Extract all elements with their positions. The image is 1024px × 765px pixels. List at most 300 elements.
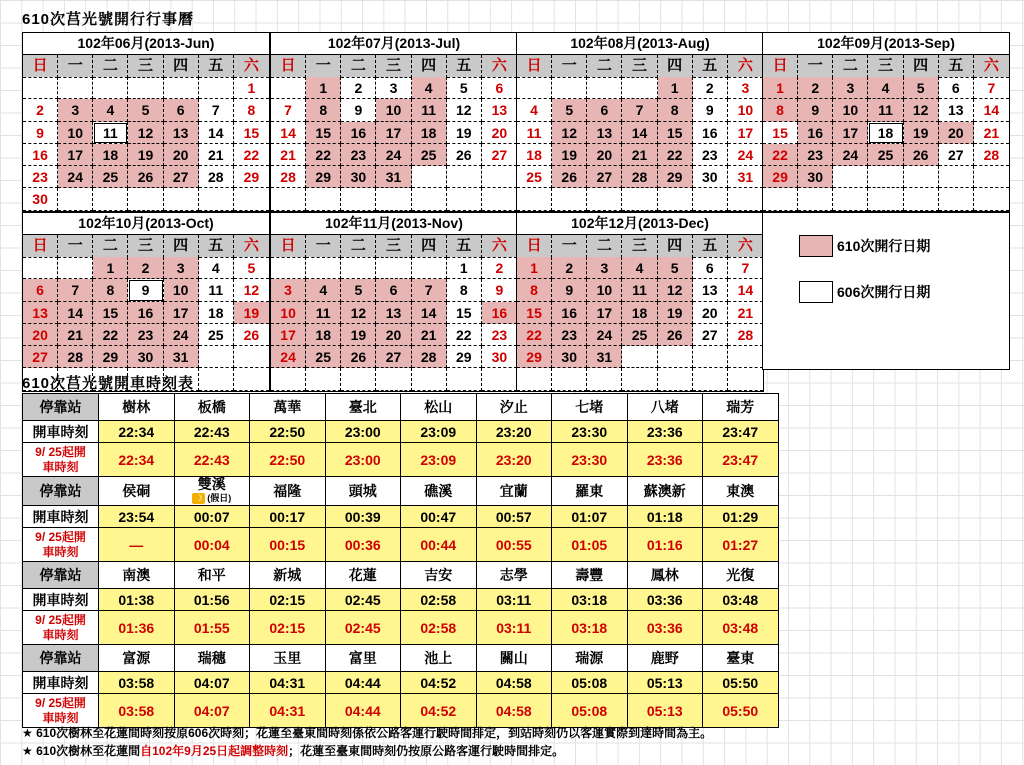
note-2-highlight: 自102年9月25日起調整時刻 xyxy=(140,744,289,758)
day-cell: 23 xyxy=(128,324,163,346)
month-calendar xyxy=(516,32,764,212)
day-cell: 5 xyxy=(447,77,482,99)
month-header: 102年11月(2013-Nov) xyxy=(271,213,517,235)
new-depart-time: 03:36 xyxy=(627,611,703,645)
new-depart-time: 04:44 xyxy=(325,694,401,728)
depart-time: 03:58 xyxy=(99,672,175,694)
day-cell: 9 xyxy=(798,99,833,121)
day-cell xyxy=(271,368,306,390)
day-cell: 5 xyxy=(904,77,939,99)
day-cell: 23 xyxy=(482,324,517,346)
day-cell xyxy=(552,188,587,210)
day-cell: 15 xyxy=(93,302,128,324)
new-depart-time: 05:08 xyxy=(552,694,628,728)
day-cell: 10 xyxy=(376,99,411,121)
day-cell: 24 xyxy=(58,166,93,188)
weekday-header: 三 xyxy=(376,235,411,258)
weekday-header: 五 xyxy=(693,235,728,258)
day-cell: 19 xyxy=(904,122,939,144)
day-cell: 24 xyxy=(376,144,411,166)
day-cell: 23 xyxy=(341,144,376,166)
new-depart-time: 22:50 xyxy=(250,443,326,477)
station-name: 鹿野 xyxy=(627,645,703,672)
note-1: ★ 610次樹林至花蓮間時刻按原606次時刻；花蓮至臺東間時刻係依公路客運行駛時間排定，到站時刻仍以客運實際到達時間為主。 xyxy=(22,726,713,740)
day-cell xyxy=(974,188,1009,210)
day-cell: 11 xyxy=(622,279,657,301)
new-depart-time: 05:13 xyxy=(627,694,703,728)
station-name: 壽豐 xyxy=(552,562,628,589)
day-cell: 27 xyxy=(376,346,411,368)
day-cell xyxy=(587,188,622,210)
weekday-header: 日 xyxy=(517,235,552,258)
day-cell: 18 xyxy=(412,122,447,144)
day-cell xyxy=(622,368,657,390)
weekday-header: 一 xyxy=(306,55,341,78)
day-cell: 16 xyxy=(798,122,833,144)
day-cell: 23 xyxy=(693,144,728,166)
weekday-header: 日 xyxy=(271,235,306,258)
day-cell: 26 xyxy=(234,324,269,346)
month-header: 102年08月(2013-Aug) xyxy=(517,33,763,55)
weekday-header: 三 xyxy=(376,55,411,78)
depart-time: 01:29 xyxy=(703,506,779,528)
day-cell: 20 xyxy=(693,302,728,324)
weekday-header: 三 xyxy=(622,235,657,258)
day-cell xyxy=(517,77,552,99)
day-cell: 4 xyxy=(412,77,447,99)
day-cell: 15 xyxy=(447,302,482,324)
day-cell: 10 xyxy=(587,279,622,301)
day-cell: 7 xyxy=(58,279,93,301)
day-cell: 6 xyxy=(23,279,58,301)
month-calendar xyxy=(22,212,270,392)
day-cell: 28 xyxy=(974,144,1009,166)
day-cell: 20 xyxy=(587,144,622,166)
day-cell: 19 xyxy=(341,324,376,346)
new-label-line1: 9/ 25起開 xyxy=(35,695,86,710)
station-name: 萬華 xyxy=(250,394,326,421)
day-cell: 16 xyxy=(23,144,58,166)
depart-time: 01:56 xyxy=(174,589,250,611)
day-cell: 28 xyxy=(58,346,93,368)
depart-time: 00:17 xyxy=(250,506,326,528)
day-cell: 22 xyxy=(234,144,269,166)
depart-row-label: 開車時刻 xyxy=(23,506,99,528)
day-cell: 14 xyxy=(271,122,306,144)
day-cell: 17 xyxy=(271,324,306,346)
new-depart-time: 01:55 xyxy=(174,611,250,645)
day-cell: 13 xyxy=(164,122,199,144)
day-cell: 16 xyxy=(552,302,587,324)
day-cell: 2 xyxy=(341,77,376,99)
day-cell: 16 xyxy=(482,302,517,324)
day-cell: 25 xyxy=(199,324,234,346)
day-cell: 8 xyxy=(93,279,128,301)
day-cell: 1 xyxy=(447,257,482,279)
day-cell: 9 xyxy=(23,122,58,144)
day-cell xyxy=(868,166,903,188)
day-cell xyxy=(271,77,306,99)
day-cell: 19 xyxy=(552,144,587,166)
new-time-row xyxy=(23,443,779,477)
day-cell: 24 xyxy=(587,324,622,346)
day-cell: 7 xyxy=(271,99,306,121)
day-cell xyxy=(306,257,341,279)
day-cell: 14 xyxy=(728,279,763,301)
station-name: 侯硐 xyxy=(99,477,175,506)
day-cell: 29 xyxy=(234,166,269,188)
day-cell: 19 xyxy=(234,302,269,324)
day-cell: 17 xyxy=(164,302,199,324)
weekday-header: 六 xyxy=(482,55,517,78)
depart-time: 00:47 xyxy=(401,506,477,528)
weekday-header: 三 xyxy=(128,55,163,78)
depart-time: 23:36 xyxy=(627,421,703,443)
day-cell: 18 xyxy=(622,302,657,324)
depart-time: 04:44 xyxy=(325,672,401,694)
day-cell: 22 xyxy=(517,324,552,346)
day-cell: 3 xyxy=(58,99,93,121)
day-cell: 2 xyxy=(128,257,163,279)
new-label-line2: 車時刻 xyxy=(42,710,79,725)
day-cell xyxy=(939,166,974,188)
weekday-header: 二 xyxy=(341,55,376,78)
new-time-row-label xyxy=(23,443,99,477)
new-depart-time: 05:50 xyxy=(703,694,779,728)
day-cell: 15 xyxy=(234,122,269,144)
new-depart-time: 00:04 xyxy=(174,528,250,562)
station-name: 新城 xyxy=(250,562,326,589)
day-cell xyxy=(904,166,939,188)
day-cell xyxy=(658,346,693,368)
day-cell: 30 xyxy=(341,166,376,188)
station-name: 福隆 xyxy=(250,477,326,506)
depart-time: 03:18 xyxy=(552,589,628,611)
depart-time: 23:30 xyxy=(552,421,628,443)
day-cell: 12 xyxy=(128,122,163,144)
day-cell: 20 xyxy=(939,122,974,144)
holiday-note: (假日) xyxy=(207,493,232,503)
day-cell xyxy=(199,368,234,390)
day-cell: 11 xyxy=(412,99,447,121)
legend-606 xyxy=(799,281,930,303)
depart-time: 05:50 xyxy=(703,672,779,694)
day-cell: 2 xyxy=(482,257,517,279)
day-cell xyxy=(199,188,234,210)
day-cell xyxy=(517,188,552,210)
new-depart-time: 00:15 xyxy=(250,528,326,562)
legend-white-swatch xyxy=(799,281,833,303)
station-name: 板橋 xyxy=(174,394,250,421)
day-cell: 31 xyxy=(587,346,622,368)
depart-row-label: 開車時刻 xyxy=(23,672,99,694)
day-cell: 1 xyxy=(658,77,693,99)
day-cell: 7 xyxy=(412,279,447,301)
new-depart-time: 02:15 xyxy=(250,611,326,645)
weekday-header: 日 xyxy=(23,55,58,78)
new-depart-time: — xyxy=(99,528,175,562)
day-cell: 12 xyxy=(658,279,693,301)
day-cell xyxy=(763,188,798,210)
day-cell xyxy=(693,346,728,368)
station-name: 花蓮 xyxy=(325,562,401,589)
day-cell: 30 xyxy=(23,188,58,210)
new-depart-time: 00:36 xyxy=(325,528,401,562)
station-name: 臺東 xyxy=(703,645,779,672)
day-cell: 17 xyxy=(376,122,411,144)
day-cell: 25 xyxy=(622,324,657,346)
weekday-header: 五 xyxy=(693,55,728,78)
day-cell: 18 xyxy=(199,302,234,324)
holiday-note-row xyxy=(192,491,231,505)
station-name: 富里 xyxy=(325,645,401,672)
day-cell xyxy=(199,77,234,99)
day-cell: 8 xyxy=(763,99,798,121)
new-label-line2: 車時刻 xyxy=(42,459,79,474)
depart-time: 02:58 xyxy=(401,589,477,611)
day-cell: 16 xyxy=(128,302,163,324)
day-cell: 18 xyxy=(517,144,552,166)
legend-606-label: 606次開行日期 xyxy=(837,284,931,300)
weekday-header: 六 xyxy=(234,55,269,78)
day-cell: 2 xyxy=(552,257,587,279)
day-cell: 21 xyxy=(199,144,234,166)
station-label: 雙溪 xyxy=(197,476,226,492)
new-depart-time: 01:27 xyxy=(703,528,779,562)
depart-time: 01:38 xyxy=(99,589,175,611)
depart-row xyxy=(23,506,779,528)
day-cell xyxy=(376,257,411,279)
weekday-header: 六 xyxy=(728,55,763,78)
new-depart-time: 23:09 xyxy=(401,443,477,477)
day-cell xyxy=(833,188,868,210)
station-name: 志學 xyxy=(476,562,552,589)
station-row xyxy=(23,645,779,672)
day-cell: 12 xyxy=(447,99,482,121)
month-calendar xyxy=(516,212,764,392)
depart-time: 23:20 xyxy=(476,421,552,443)
day-cell: 8 xyxy=(658,99,693,121)
day-cell xyxy=(412,166,447,188)
weekday-header: 三 xyxy=(622,55,657,78)
day-cell: 26 xyxy=(341,346,376,368)
day-cell: 5 xyxy=(234,257,269,279)
day-cell: 30 xyxy=(798,166,833,188)
day-cell: 13 xyxy=(587,122,622,144)
day-cell xyxy=(447,368,482,390)
day-cell: 22 xyxy=(447,324,482,346)
depart-time: 22:34 xyxy=(99,421,175,443)
day-cell: 14 xyxy=(974,99,1009,121)
day-cell: 12 xyxy=(904,99,939,121)
day-cell: 13 xyxy=(482,99,517,121)
day-cell: 27 xyxy=(939,144,974,166)
depart-time: 23:54 xyxy=(99,506,175,528)
weekday-header: 二 xyxy=(341,235,376,258)
day-cell xyxy=(199,346,234,368)
day-cell: 27 xyxy=(587,166,622,188)
day-cell: 21 xyxy=(622,144,657,166)
day-cell: 11 xyxy=(868,99,903,121)
day-cell: 3 xyxy=(833,77,868,99)
day-cell: 27 xyxy=(482,144,517,166)
day-cell: 21 xyxy=(58,324,93,346)
station-name xyxy=(174,477,250,506)
station-name: 南澳 xyxy=(99,562,175,589)
day-cell xyxy=(341,257,376,279)
depart-time: 04:31 xyxy=(250,672,326,694)
day-cell: 18 xyxy=(306,324,341,346)
depart-time: 01:18 xyxy=(627,506,703,528)
depart-time: 00:07 xyxy=(174,506,250,528)
weekday-header: 日 xyxy=(517,55,552,78)
day-cell: 24 xyxy=(164,324,199,346)
station-name: 松山 xyxy=(401,394,477,421)
day-cell: 16 xyxy=(693,122,728,144)
day-cell: 3 xyxy=(271,279,306,301)
day-cell: 8 xyxy=(447,279,482,301)
depart-time: 23:09 xyxy=(401,421,477,443)
day-cell: 24 xyxy=(271,346,306,368)
depart-time: 02:15 xyxy=(250,589,326,611)
day-cell xyxy=(693,368,728,390)
new-label-line1: 9/ 25起開 xyxy=(35,444,86,459)
weekday-header: 五 xyxy=(939,55,974,78)
weekday-header: 五 xyxy=(447,55,482,78)
new-label-line1: 9/ 25起開 xyxy=(35,612,86,627)
new-depart-time: 04:58 xyxy=(476,694,552,728)
day-cell: 5 xyxy=(552,99,587,121)
day-cell: 14 xyxy=(412,302,447,324)
day-cell xyxy=(482,368,517,390)
weekday-header: 二 xyxy=(93,55,128,78)
day-cell: 13 xyxy=(939,99,974,121)
day-cell: 10 xyxy=(58,122,93,144)
weekday-header: 二 xyxy=(833,55,868,78)
day-cell xyxy=(23,77,58,99)
weekday-header: 四 xyxy=(412,55,447,78)
weekday-header: 四 xyxy=(904,55,939,78)
day-cell: 25 xyxy=(868,144,903,166)
depart-time: 22:50 xyxy=(250,421,326,443)
station-with-note xyxy=(192,477,231,505)
day-cell xyxy=(58,77,93,99)
day-cell xyxy=(447,188,482,210)
day-cell: 2 xyxy=(23,99,58,121)
new-depart-time: 03:48 xyxy=(703,611,779,645)
day-cell: 12 xyxy=(552,122,587,144)
station-name: 七堵 xyxy=(552,394,628,421)
station-name: 頭城 xyxy=(325,477,401,506)
weekday-header: 四 xyxy=(658,235,693,258)
new-depart-time: 04:52 xyxy=(401,694,477,728)
depart-time: 23:00 xyxy=(325,421,401,443)
new-depart-time: 02:58 xyxy=(401,611,477,645)
day-cell: 22 xyxy=(93,324,128,346)
weekday-header: 六 xyxy=(974,55,1009,78)
new-depart-time: 01:16 xyxy=(627,528,703,562)
day-cell: 29 xyxy=(447,346,482,368)
calendar-title: 610次莒光號開行行事曆 xyxy=(22,11,195,28)
depart-time: 00:57 xyxy=(476,506,552,528)
month-header: 102年06月(2013-Jun) xyxy=(23,33,269,55)
new-label-line2: 車時刻 xyxy=(42,627,79,642)
day-cell: 7 xyxy=(199,99,234,121)
weekday-header: 一 xyxy=(58,235,93,258)
station-name: 光復 xyxy=(703,562,779,589)
moon-icon: ☽ xyxy=(192,493,205,504)
station-row xyxy=(23,394,779,421)
day-cell xyxy=(412,188,447,210)
new-time-row xyxy=(23,611,779,645)
day-cell xyxy=(658,188,693,210)
new-label-line1: 9/ 25起開 xyxy=(35,529,86,544)
day-cell: 26 xyxy=(658,324,693,346)
station-name: 吉安 xyxy=(401,562,477,589)
day-cell: 21 xyxy=(974,122,1009,144)
day-cell xyxy=(412,257,447,279)
day-cell xyxy=(58,188,93,210)
day-cell: 4 xyxy=(306,279,341,301)
day-cell xyxy=(376,368,411,390)
day-cell: 15 xyxy=(306,122,341,144)
legend-pink-swatch xyxy=(799,235,833,257)
day-cell: 17 xyxy=(587,302,622,324)
new-time-row-label xyxy=(23,694,99,728)
day-cell: 17 xyxy=(728,122,763,144)
day-cell xyxy=(622,188,657,210)
new-depart-time: 22:43 xyxy=(174,443,250,477)
day-cell: 26 xyxy=(128,166,163,188)
weekday-header: 日 xyxy=(763,55,798,78)
day-cell: 31 xyxy=(728,166,763,188)
new-time-row xyxy=(23,694,779,728)
day-cell: 12 xyxy=(341,302,376,324)
timetable-title: 610次莒光號開車時刻表 xyxy=(22,375,195,392)
day-cell: 9 xyxy=(482,279,517,301)
month-calendar xyxy=(762,32,1010,212)
day-cell: 26 xyxy=(447,144,482,166)
station-name: 關山 xyxy=(476,645,552,672)
day-cell xyxy=(728,188,763,210)
day-cell: 3 xyxy=(376,77,411,99)
day-cell xyxy=(234,346,269,368)
day-cell xyxy=(939,188,974,210)
depart-time: 05:13 xyxy=(627,672,703,694)
day-cell xyxy=(234,188,269,210)
day-cell: 30 xyxy=(693,166,728,188)
new-depart-time: 23:30 xyxy=(552,443,628,477)
new-depart-time: 23:00 xyxy=(325,443,401,477)
day-cell xyxy=(904,188,939,210)
day-cell: 14 xyxy=(199,122,234,144)
day-cell: 22 xyxy=(658,144,693,166)
day-cell: 29 xyxy=(306,166,341,188)
depart-time: 23:47 xyxy=(703,421,779,443)
day-cell: 10 xyxy=(164,279,199,301)
day-cell: 30 xyxy=(482,346,517,368)
new-time-row-label xyxy=(23,611,99,645)
legend-610-label: 610次開行日期 xyxy=(837,238,931,254)
weekday-header: 二 xyxy=(93,235,128,258)
weekday-header: 三 xyxy=(128,235,163,258)
day-cell: 15 xyxy=(763,122,798,144)
day-cell xyxy=(341,368,376,390)
day-cell: 11 xyxy=(517,122,552,144)
new-depart-time: 23:36 xyxy=(627,443,703,477)
note-2-prefix: ★ 610次樹林至花蓮間 xyxy=(22,744,141,758)
day-cell: 9 xyxy=(552,279,587,301)
